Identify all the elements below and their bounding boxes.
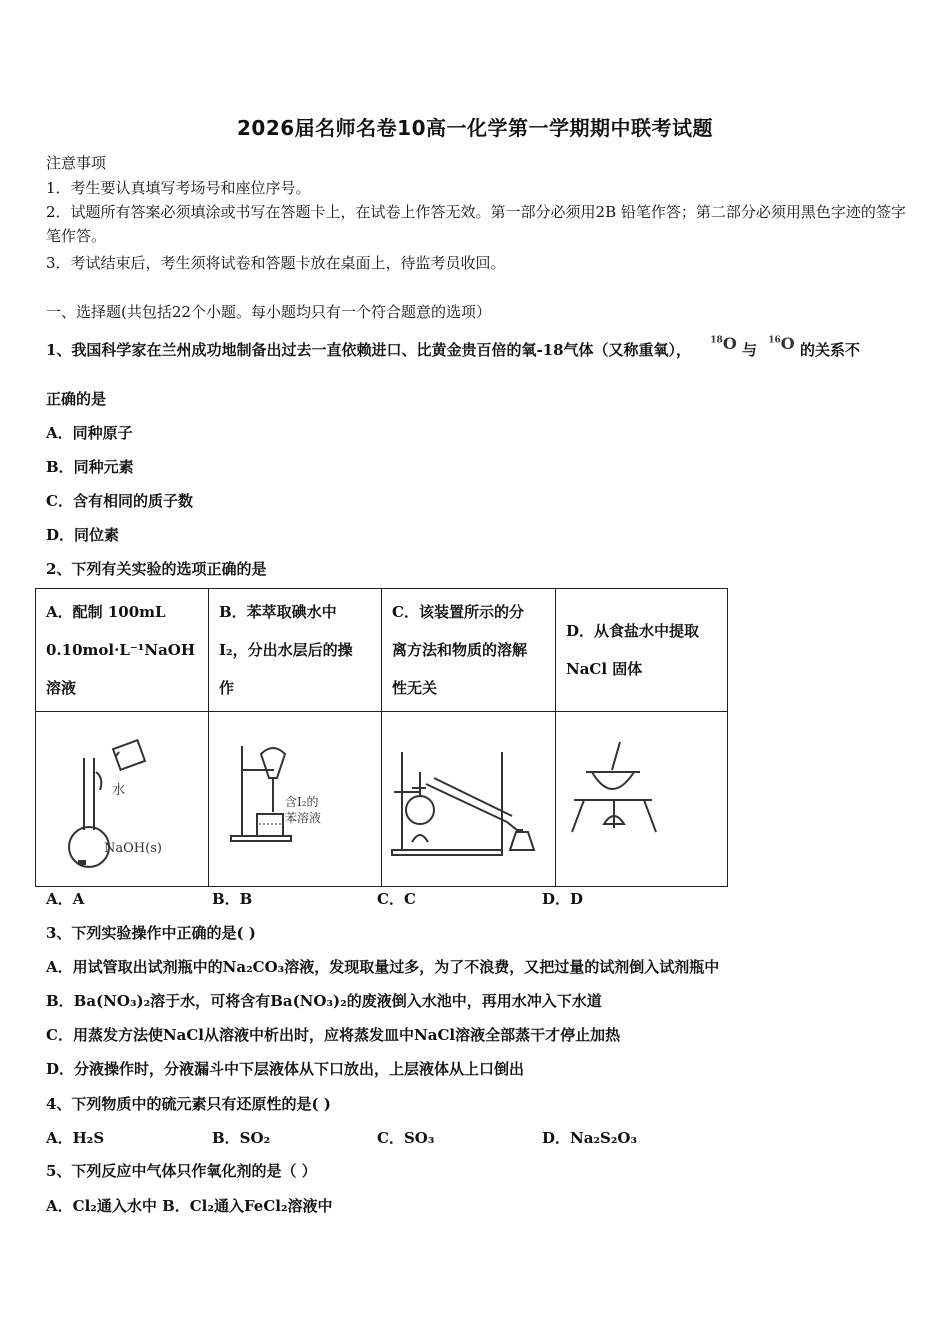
q1-option: B．同种元素 <box>46 458 134 476</box>
q3-option: D．分液操作时，分液漏斗中下层液体从下口放出，上层液体从上口倒出 <box>46 1060 525 1078</box>
isotope-mass: 18 <box>710 335 723 346</box>
figure-label: NaOH(s) <box>104 841 162 856</box>
cell-line: 0.10mol·L⁻¹NaOH <box>46 641 196 659</box>
q1-option: D．同位素 <box>46 526 120 544</box>
distillation-figure <box>382 712 555 882</box>
figure-label: 水 <box>112 783 126 798</box>
q1-tail: 的关系不 <box>799 341 860 359</box>
cell-line: NaCl 固体 <box>566 660 643 678</box>
evaporation-figure <box>556 712 727 882</box>
q4-option: C．SO₃ <box>377 1129 435 1147</box>
q1-stem-cont: 正确的是 <box>46 390 107 408</box>
q2-answer: D．D <box>542 890 584 908</box>
q2-figure-b <box>209 712 382 887</box>
q1-stem <box>46 334 860 360</box>
figure-label: 苯溶液 <box>285 811 322 825</box>
isotope-mass: 16 <box>768 335 781 346</box>
q2-figure-d <box>556 712 728 887</box>
cell-line: D．从食盐水中提取 <box>566 622 700 640</box>
q3-option: A．用试管取出试剂瓶中的Na₂CO₃溶液，发现取量过多，为了不浪费，又把过量的试剂倒入试剂瓶中 <box>46 958 720 976</box>
q2-cell-c <box>382 589 556 712</box>
q2-stem: 2、下列有关实验的选项正确的是 <box>46 560 267 578</box>
q3-option: C．用蒸发方法使NaCl从溶液中析出时，应将蒸发皿中NaCl溶液全部蒸干才停止加热 <box>46 1026 621 1044</box>
cell-line: 作 <box>219 679 235 697</box>
isotope-o16 <box>768 334 794 353</box>
cell-line: A．配制 100mL <box>46 603 166 621</box>
page-title: 2026届名师名卷10高一化学第一学期期中联考试题 <box>237 116 713 140</box>
q2-answer: B．B <box>212 890 253 908</box>
figure-label: 含I₂的 <box>285 795 319 809</box>
q5-stem: 5、下列反应中气体只作氧化剂的是（ ） <box>46 1162 317 1180</box>
q1-and: 与 <box>741 341 757 359</box>
q2-figure-a <box>36 712 209 887</box>
separatory-funnel-figure <box>209 712 381 882</box>
q3-stem: 3、下列实验操作中正确的是( ) <box>46 924 256 942</box>
q2-cell-d <box>556 589 728 712</box>
q2-answer: C．C <box>377 890 416 908</box>
volumetric-flask-figure <box>36 712 208 882</box>
cell-line: 性无关 <box>392 679 438 697</box>
q2-table <box>35 588 728 887</box>
isotope-symbol: O <box>722 334 737 353</box>
q1-option: A．同种原子 <box>46 424 133 442</box>
q4-option: D．Na₂S₂O₃ <box>542 1129 638 1147</box>
q4-stem: 4、下列物质中的硫元素只有还原性的是( ) <box>46 1095 331 1113</box>
notice-heading: 注意事项 <box>46 154 107 172</box>
q1-stem-text: 1、我国科学家在兰州成功地制备出过去一直依赖进口、比黄金贵百倍的氧-18气体（又称重氧）， <box>46 341 692 359</box>
section-heading: 一、选择题(共包括22个小题。每小题均只有一个符合题意的选项） <box>46 303 491 321</box>
q3-option: B．Ba(NO₃)₂溶于水，可将含有Ba(NO₃)₂的废液倒入水池中，再用水冲入下水道 <box>46 992 602 1010</box>
q2-figure-c <box>382 712 556 887</box>
cell-line: I₂，分出水层后的操 <box>219 641 353 659</box>
q4-option: B．SO₂ <box>212 1129 271 1147</box>
q2-cell-b <box>209 589 382 712</box>
isotope-o18 <box>710 334 736 353</box>
q1-option: C．含有相同的质子数 <box>46 492 193 510</box>
cell-line: C．该装置所示的分 <box>392 603 524 621</box>
cell-line: B．苯萃取碘水中 <box>219 603 337 621</box>
notice-item: 2．试题所有答案必须填涂或书写在答题卡上，在试卷上作答无效。第一部分必须用2B 铅笔作答；第二部分必须用黑色字迹的签字笔作答。 <box>46 203 906 245</box>
notice-item: 1．考生要认真填写考场号和座位序号。 <box>46 179 311 197</box>
q4-option: A．H₂S <box>46 1129 105 1147</box>
q2-cell-a <box>36 589 209 712</box>
q2-answer: A．A <box>46 890 85 908</box>
cell-line: 溶液 <box>46 679 77 697</box>
q5-options: A．Cl₂通入水中 B．Cl₂通入FeCl₂溶液中 <box>46 1197 333 1215</box>
notice-item: 3．考试结束后，考生须将试卷和答题卡放在桌面上，待监考员收回。 <box>46 254 506 272</box>
cell-line: 离方法和物质的溶解 <box>392 641 528 659</box>
isotope-symbol: O <box>780 334 795 353</box>
